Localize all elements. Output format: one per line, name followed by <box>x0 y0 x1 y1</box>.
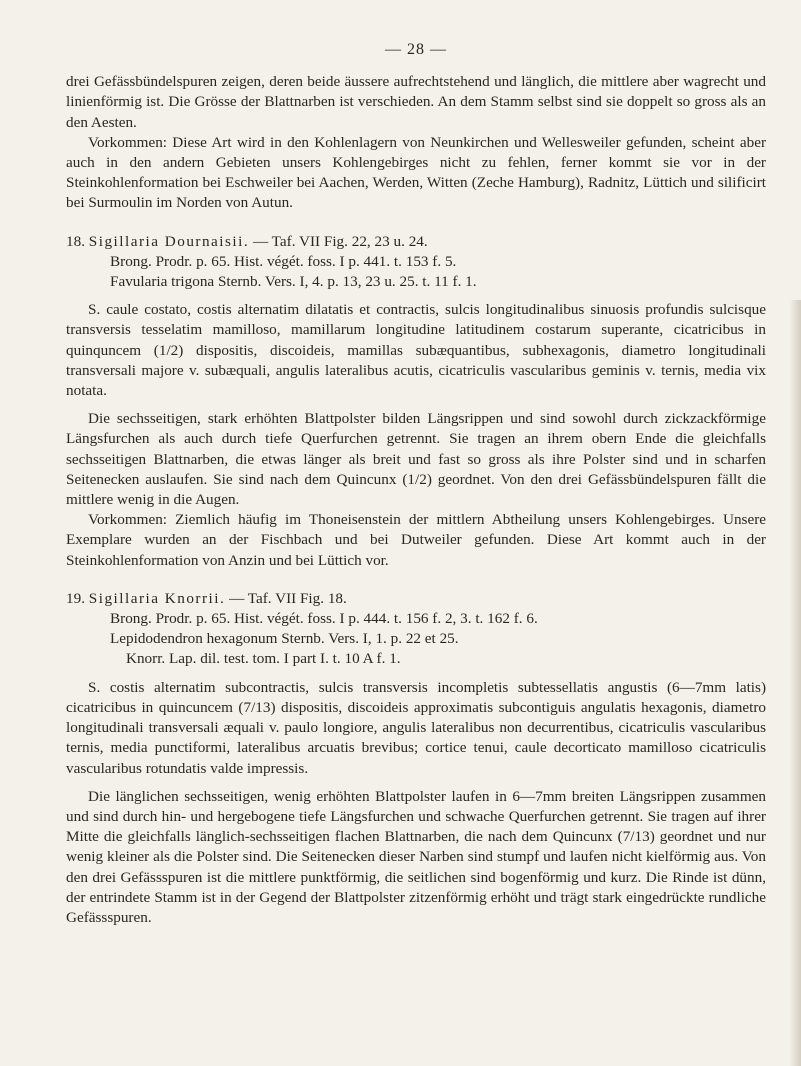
literature-reference: Brong. Prodr. p. 65. Hist. végét. foss. I p. 441. t. 153 f. 5. <box>110 252 457 270</box>
paragraph: Die länglichen sechsseitigen, wenig erhöhten Blattpolster laufen in 6—7mm breiten Längsrippen zusammen und sind durch hin- und hergebogene tiefe Längsfurchen und schwache Querfurchen getrennt. Sie tragen auf ihrer Mitte die gleichfalls länglich-sechsseitigen flachen Blattnarben, die nach dem Quincunx (7/13) geordnet und nur wenig kleiner als die Polster sind. Die Seitenecken dieser Narben sind stumpf und laufen nicht kielförmig aus. Von den drei Gefässspuren ist die mittlere punktförmig, die seitlichen sind bogenförmig und kurz. Die Rinde ist dünn, der entrindete Stamm ist in der Gegend der Blattpolster zitzenförmig erhöht und trägt stark eingedrückte rundliche Gefässspuren. <box>66 787 766 926</box>
species-heading <box>66 232 766 252</box>
latin-diagnosis: S. costis alternatim subcontractis, sulcis transversis incompletis subtessellatis angustis (6—7mm latis) cicatricibus in quincuncem (7/13) dispositis, discoideis approximatis subcontiguis angulatis hexagonis, diametro longitudinali transversali æquali v. paulo longiore, angulis lateralibus non decurrentibus, cicatriculis vascularibus ternis, media punctiformi, lateralibus arcuatis brevibus; cortice tenui, caule decorticato mamilloso cicatriculis vascularibus rotundatis valde impressis. <box>66 678 766 777</box>
page-number: — 28 — <box>385 41 447 58</box>
latin-diagnosis: S. caule costato, costis alternatim dilatatis et contractis, sulcis longitudinalibus sinuosis profundis sulcisque transversis tesselatim mamilloso, mamillarum longitudine latitudinem costarum superante, cicatricibus in quinquncem (1/2) dispositis, discoideis, mamillas subæquantibus, subhexagonis, diametro longitudinali transversali majore v. subæquali, angulis lateralibus acutis, cicatriculis vascularibus geminis v. ternis, media vix notata. <box>66 301 766 400</box>
paragraph: drei Gefässbündelspuren zeigen, deren beide äussere aufrechtstehend und länglich, die mittlere aber wagrecht und linienförmig ist. Die Grösse der Blattnarben ist verschieden. An dem Stamm selbst sind sie doppelt so gross als an den Aesten. <box>66 73 766 131</box>
species-number: 19. <box>66 589 85 607</box>
page-edge-shadow <box>789 300 801 1066</box>
paragraph: Die sechsseitigen, stark erhöhten Blattpolster bilden Längsrippen und sind sowohl durch zickzackförmige Längsfurchen als auch durch tiefe Querfurchen getrennt. Sie tragen an ihrem obern Ende die gleichfalls sechsseitigen Blattnarben, die etwas länger als breit und fast so gross als ihre Polster sind und in scharfen Seitenecken auslaufen. Sie sind nach dem Quincunx (1/2) geordnet. Von den drei Gefässbündelspuren fällt die mittlere wenig in die Augen. <box>66 410 766 509</box>
page <box>66 40 766 928</box>
literature-reference: Brong. Prodr. p. 65. Hist. végét. foss. I p. 444. t. 156 f. 2, 3. t. 162 f. 6. <box>110 610 538 628</box>
paragraph: Vorkommen: Diese Art wird in den Kohlenlagern von Neunkirchen und Wellesweiler gefunden, scheint aber auch in den andern Gebieten unsers Kohlengebirges nicht zu fehlen, ferner kommt sie vor in der Steinkohlenformation bei Eschweiler bei Aachen, Werden, Witten (Zeche Hamburg), Radnitz, Lüttich und silificirt bei Surmoulin im Norden von Autun. <box>66 133 766 212</box>
species-name: Sigillaria Dournaisii. <box>88 232 250 250</box>
literature-reference: Favularia trigona Sternb. Vers. I, 4. p. 13, 23 u. 25. t. 11 f. 1. <box>110 273 477 291</box>
plate-reference: — Taf. VII Fig. 18. <box>229 589 347 607</box>
species-name: Sigillaria Knorrii. <box>88 589 226 607</box>
species-heading <box>66 589 766 609</box>
literature-reference: Knorr. Lap. dil. test. tom. I part I. t. 10 A f. 1. <box>126 650 401 668</box>
plate-reference: — Taf. VII Fig. 22, 23 u. 24. <box>252 232 428 250</box>
literature-reference: Lepidodendron hexagonum Sternb. Vers. I, 1. p. 22 et 25. <box>110 630 459 648</box>
paragraph: Vorkommen: Ziemlich häufig im Thoneisenstein der mittlern Abtheilung unsers Kohlengebirges. Unsere Exemplare wurden an der Fischbach und bei Dutweiler gefunden. Diese Art kommt auch in der Steinkohlenformation von Anzin und bei Lüttich vor. <box>66 511 766 569</box>
species-number: 18. <box>66 232 85 250</box>
